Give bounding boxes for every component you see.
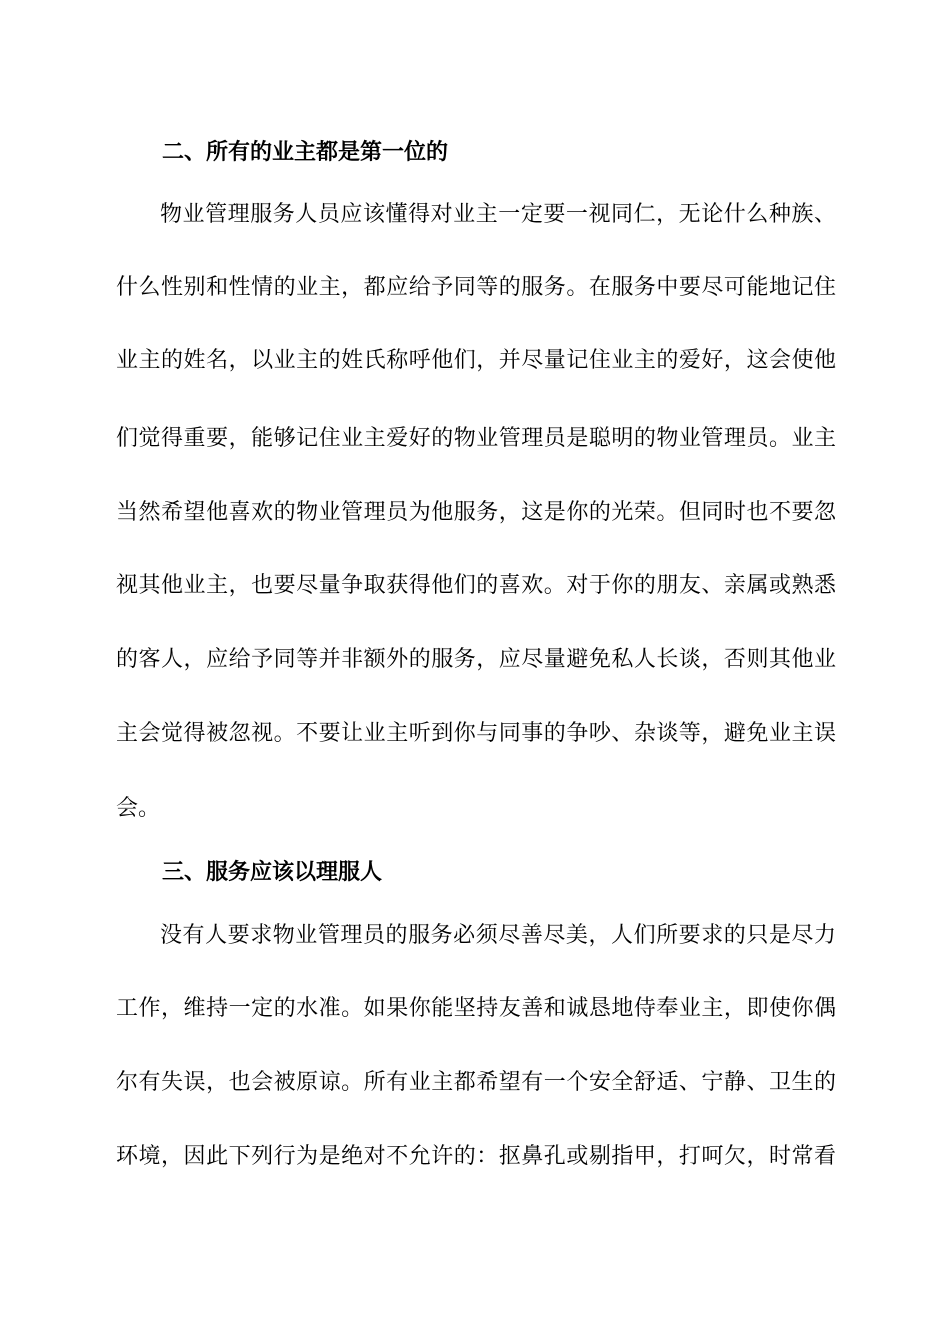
- section-heading-2: 二、所有的业主都是第一位的: [162, 139, 449, 165]
- paragraph-line: 的客人，应给予同等并非额外的服务，应尽量避免私人长谈，否则其他业: [116, 647, 836, 672]
- paragraph-line: 什么性别和性情的业主，都应给予同等的服务。在服务中要尽可能地记住: [116, 275, 836, 300]
- paragraph-line: 主会觉得被忽视。不要让业主听到你与同事的争吵、杂谈等，避免业主误: [116, 721, 836, 746]
- paragraph-line: 当然希望他喜欢的物业管理员为他服务，这是你的光荣。但同时也不要忽: [116, 500, 836, 525]
- section-heading-3: 三、服务应该以理服人: [162, 859, 383, 885]
- paragraph-line: 工作，维持一定的水准。如果你能坚持友善和诚恳地侍奉业主，即使你偶: [116, 996, 836, 1021]
- paragraph-line: 物业管理服务人员应该懂得对业主一定要一视同仁，无论什么种族、: [160, 202, 836, 227]
- paragraph-line: 尔有失误，也会被原谅。所有业主都希望有一个安全舒适、宁静、卫生的: [116, 1070, 836, 1095]
- paragraph-line: 们觉得重要，能够记住业主爱好的物业管理员是聪明的物业管理员。业主: [116, 426, 836, 451]
- paragraph-line: 环境，因此下列行为是绝对不允许的：抠鼻孔或剔指甲，打呵欠，时常看: [116, 1144, 836, 1169]
- paragraph-line: 会。: [116, 796, 161, 821]
- paragraph-line: 没有人要求物业管理员的服务必须尽善尽美，人们所要求的只是尽力: [160, 923, 836, 948]
- paragraph-line: 视其他业主，也要尽量争取获得他们的喜欢。对于你的朋友、亲属或熟悉: [116, 573, 836, 598]
- paragraph-line: 业主的姓名，以业主的姓氏称呼他们，并尽量记住业主的爱好，这会使他: [116, 348, 836, 373]
